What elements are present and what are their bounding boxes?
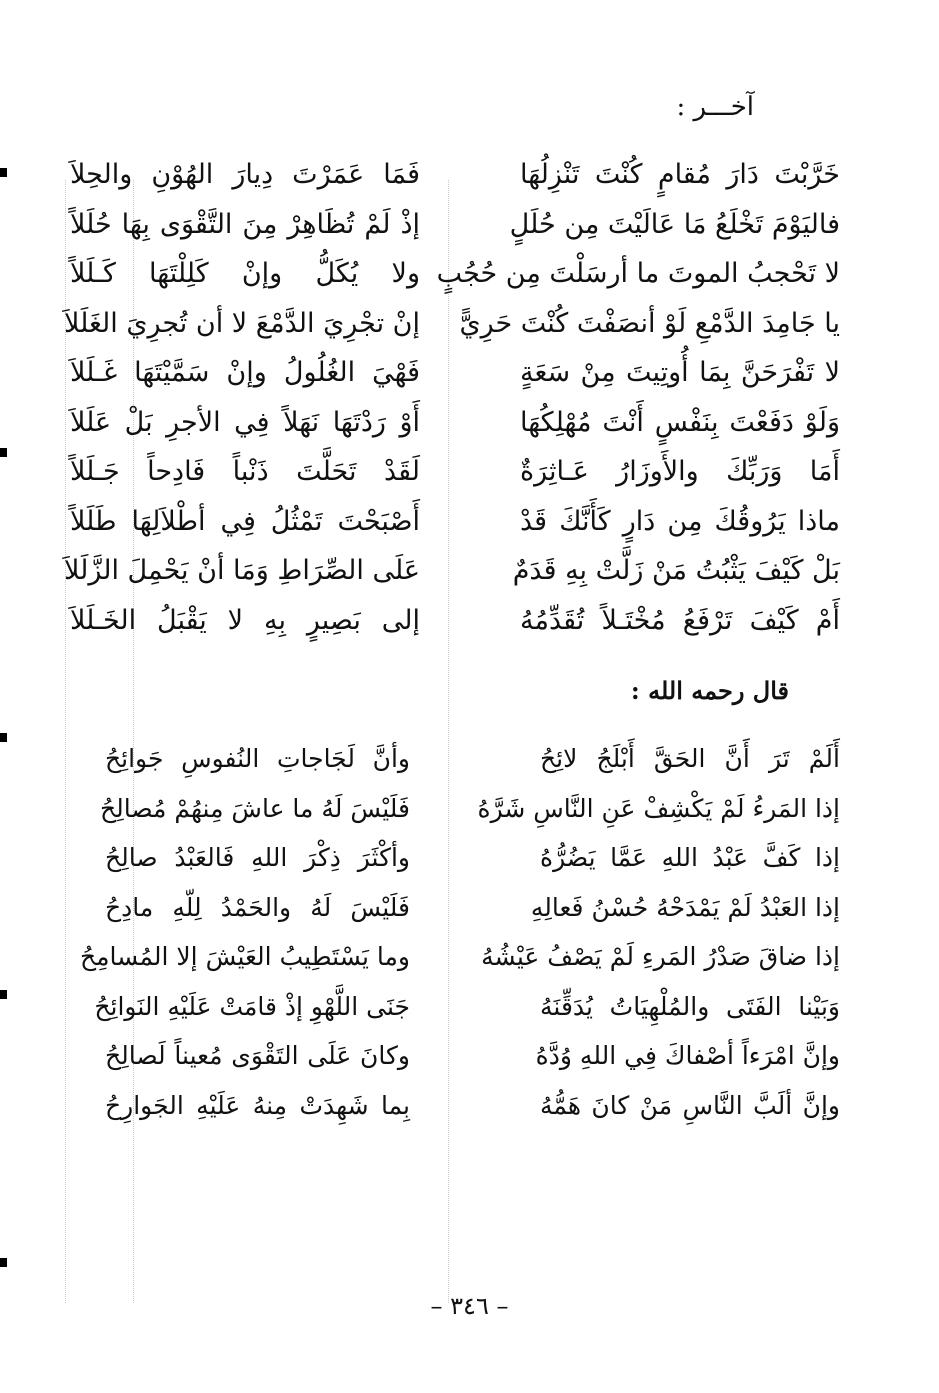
verse [60,786,840,836]
verse [60,301,840,351]
verse [60,984,840,1034]
section-heading: آخـــر : [676,92,754,122]
edge-mark [0,990,7,999]
poem-section-a [60,152,840,647]
verse [60,835,840,885]
hemistich-left: وأنَّ لَجَاجاتِ النُفوسِ جَوائِحُ [105,744,410,773]
verse [60,1033,840,1083]
hemistich-left: لَقَدْ تَحَلَّتَ ذَنْباً فَادِحاً جَـلَلاً [70,456,420,487]
hemistich-left: إنْ تجْرِيَ الدَّمْعَ لا أن تُجرِيَ الغَلَلاَ [63,307,420,339]
verse [60,449,840,499]
hemistich-left: جَنَى اللَّهْوِ إذْ قامَتْ عَلَيْهِ النَوائِحُ [94,991,410,1021]
hemistich-right: وَبَيْنا الفَتَى والمُلْهِيَاتُ يُدَقِّنَهُ [540,991,840,1021]
poem-section-b [60,736,840,1132]
hemistich-right: أَمْ كَيْفَ تَرْفَعُ مُخْتَـلاً تُقَدِّمُهُ [520,604,840,636]
hemistich-left: ولا يُكَلُّ وإنْ كَلِلْتَهَا كَـلَلاً [70,258,420,289]
hemistich-right: إذا العَبْدُ لَمْ يَمْدَحْهُ حُسْنُ فَعالِهِ [530,892,840,922]
hemistich-right: بَلْ كَيْفَ يَثْبُتُ مَنْ زَلَّتْ بِهِ قَدَمٌ [512,555,840,586]
verse [60,400,840,450]
hemistich-right: وإنَّ ألَبَّ النَّاسِ مَنْ كانَ هَمُّهُ [540,1090,840,1120]
verse [60,251,840,301]
hemistich-left: فَهْيَ الغُلُولُ وإنْ سَمَّيْتَهَا غَـلَلاَ [70,357,420,388]
hemistich-right: وَلَوْ دَفَعْتَ بِنَفْسٍ أَنْتَ مُهْلِكُهَا [520,406,840,438]
edge-mark [0,733,7,742]
hemistich-right: إذا كَفَّ عَبْدُ اللهِ عَمَّا يَضُرُّهُ [540,843,840,872]
section-heading: قال رحمه الله : [630,676,789,705]
hemistich-right: يا جَامِدَ الدَّمْعِ لَوْ أنصَفْتَ كُنْتَ حَرِيًّ [459,307,840,339]
verse [60,885,840,935]
hemistich-right: إذا المَرءُ لَمْ يَكْشِفْ عَنِ النَّاسِ شَرَّهُ [477,793,840,823]
hemistich-left: إذْ لَمْ تُظَاهِرْ مِنَ التَّقْوَى بِهَا حُلَلاً [70,208,420,240]
hemistich-left: وما يَسْتَطِيبُ العَيْشَ إلا المُسامِحُ [80,942,410,971]
hemistich-left: إلى بَصِيرٍ بِهِ لا يَقْبَلُ الخَـلَلاَ [70,604,420,636]
hemistich-left: أَوْ رَدْتَهَا نَهَلاً فِي الأجرِ بَلْ عَلَلاَ [70,406,420,438]
hemistich-right: أَلَمْ تَرَ أَنَّ الحَقَّ أَبْلَجُ لائِحُ [540,744,840,773]
hemistich-right: أَمَا وَرَبِّكَ والأَوزَارُ عَـاثِرَةٌ [520,456,840,487]
hemistich-left: عَلَى الصِّرَاطِ وَمَا أنْ يَحْمِلَ الزَّلَلاَ [64,555,420,586]
hemistich-right: لا تَحْجبُ الموتَ ما أرسَلْتَ مِن حُجُبٍ [436,258,840,289]
verse [60,202,840,252]
hemistich-left: بِما شَهِدَتْ مِنهُ عَلَيْهِ الجَوارِحُ [105,1090,410,1120]
verse [60,736,840,786]
hemistich-right: إذا ضاقَ صَدْرُ المَرءِ لَمْ يَصْفُ عَيْشُهُ [481,942,840,971]
verse [60,499,840,549]
hemistich-right: خَرَّبْتَ دَارَ مُقامٍ كُنْتَ تَنْزِلُهَا [520,159,840,190]
verse [60,548,840,598]
verse [60,598,840,648]
edge-mark [0,448,7,457]
hemistich-left: أَصْبَحْتَ تَمْثُلُ فِي أطْلاَلِهَا طَلَلاً [70,505,420,537]
verse [60,152,840,202]
hemistich-left: فَمَا عَمَرْتَ دِيارَ الهُوْنِ والحِلاَ [70,159,420,190]
page-number: – ٣٤٦ – [430,1292,509,1320]
verse [60,1083,840,1133]
verse [60,350,840,400]
edge-mark [0,168,7,177]
edge-mark [0,1258,7,1267]
hemistich-right: لا تَفْرَحَنَّ بِمَا أُوتِيتَ مِنْ سَعَةٍ [520,357,840,388]
hemistich-left: فَلَيْسَ لَهُ ما عاشَ مِنهُمْ مُصالِحُ [100,793,410,823]
hemistich-left: فَلَيْسَ لَهُ والحَمْدُ لِلّهِ مادِحُ [105,892,410,922]
hemistich-left: وكانَ عَلَى التَقْوَى مُعيناً لَصالِحُ [105,1041,410,1070]
hemistich-right: ماذا يَرُوقُكَ مِن دَارٍ كَأَنَّكَ قَدْ [520,505,840,537]
hemistich-right: وإنَّ امْرَءاً أصْفاكَ فِي اللهِ وُدَّهُ [535,1041,840,1070]
hemistich-right: فاليَوْمَ تَخْلَعُ مَا عَالَيْتَ مِن حُلَلٍ [509,208,840,240]
hemistich-left: وأكْثَرَ ذِكْرَ اللهِ فَالعَبْدُ صالِحُ [105,843,410,872]
verse [60,934,840,984]
